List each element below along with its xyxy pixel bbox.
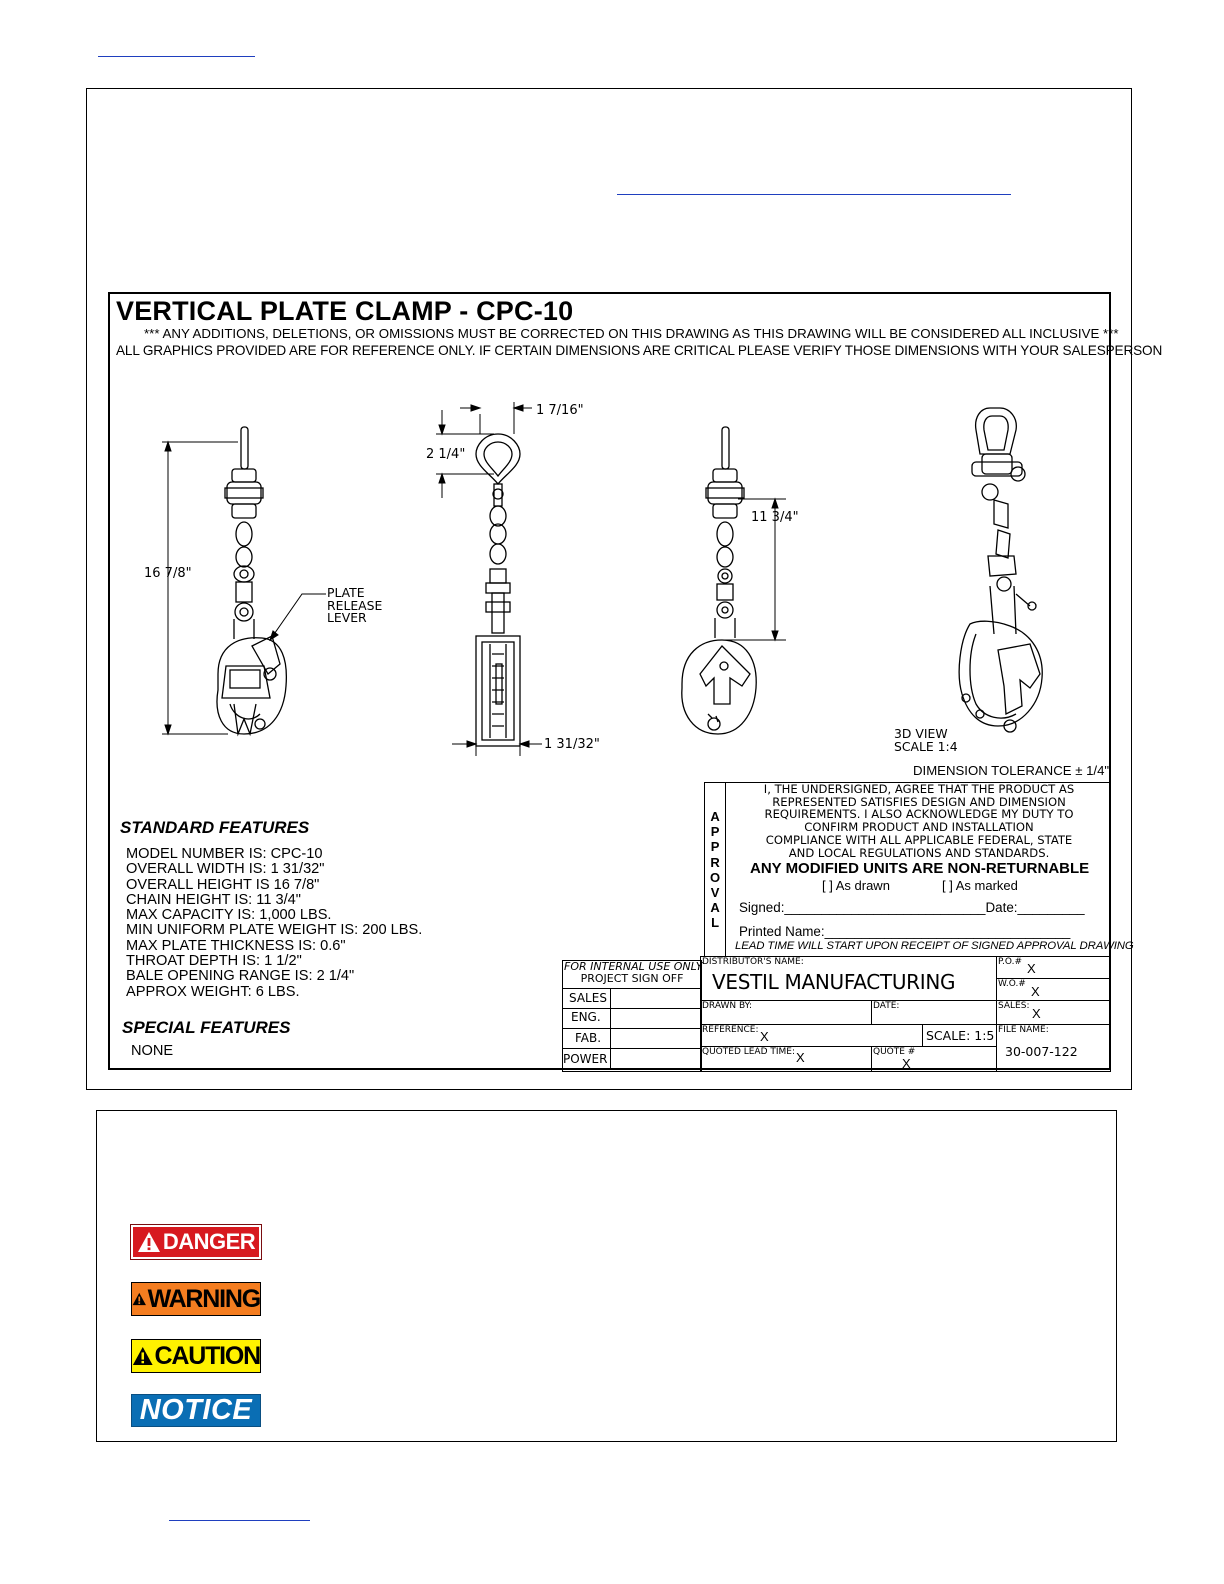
non-returnable-notice: ANY MODIFIED UNITS ARE NON-RETURNABLE (750, 860, 1090, 877)
scale-value: SCALE: 1:5 (926, 1028, 995, 1043)
quote-value: X (902, 1056, 911, 1071)
feature-item: MAX CAPACITY IS: 1,000 LBS. (126, 907, 332, 924)
clamp-views (110, 294, 1110, 764)
dim-overall-height-label: 16 7/8" (144, 566, 192, 581)
warning-triangle-icon (137, 1231, 161, 1253)
date-label: DATE: (873, 1001, 900, 1011)
quoted-lead-label: QUOTED LEAD TIME: (702, 1047, 796, 1057)
warning-triangle-icon (132, 1345, 154, 1367)
feature-item: OVERALL HEIGHT IS 16 7/8" (126, 876, 320, 893)
po-label: P.O.# (998, 957, 1023, 967)
dim-eye-width-label: 1 7/16" (536, 403, 584, 418)
lead-time-note: LEAD TIME WILL START UPON RECEIPT OF SIGNED APPROVAL DRAWING (735, 940, 1134, 952)
signed-line[interactable]: Signed:___________________________Date:_________ (739, 900, 1085, 915)
feature-item: MIN UNIFORM PLATE WEIGHT IS: 200 LBS. (126, 922, 423, 939)
standard-features-list (126, 847, 422, 1000)
printed-name-line[interactable]: Printed Name:_________________________________ (739, 924, 1071, 939)
drawn-by-label: DRAWN BY: (702, 1001, 752, 1011)
signoff-header: FOR INTERNAL USE ONLY PROJECT SIGN OFF (564, 960, 703, 985)
feature-item: MAX PLATE THICKNESS IS: 0.6" (126, 937, 346, 954)
feature-item: THROAT DEPTH IS: 1 1/2" (126, 953, 302, 970)
wo-label: W.O.# (998, 979, 1026, 989)
reference-value: X (760, 1029, 769, 1044)
approval-side-label: A P P R O V A L (710, 809, 721, 931)
drawing-title: VERTICAL PLATE CLAMP - CPC-10 (116, 296, 574, 326)
warning-badge: WARNING (131, 1282, 261, 1316)
danger-badge: DANGER (131, 1225, 261, 1259)
3d-view-label: 3D VIEW SCALE 1:4 (894, 726, 958, 754)
caution-badge: CAUTION (131, 1339, 261, 1373)
3d-view (959, 408, 1042, 732)
signoff-row-label: SALES (569, 991, 607, 1005)
drawing-note-2: ALL GRAPHICS PROVIDED ARE FOR REFERENCE ONLY. IF CERTAIN DIMENSIONS ARE CRITICAL PLEASE VERIFY THOSE DIMENSIONS WITH YOUR SALESPERSON (116, 343, 1163, 358)
safety-frame (96, 1110, 1117, 1442)
dim-eye-height-label: 2 1/4" (426, 447, 466, 462)
bottom-link[interactable] (169, 1520, 310, 1521)
approval-statement: I, THE UNDERSIGNED, AGREE THAT THE PRODUCT AS REPRESENTED SATISFIES DESIGN AND DIMENSION REQUIREMENTS. I ALSO ACKNOWLEDGE MY DUTY TO CONFIRM PRODUCT AND INSTALLATION COMPLIANCE WITH ALL APPLICABLE FEDERAL, STATE AND LOCAL REGULATIONS AND STANDARDS. (763, 782, 1075, 860)
wo-value: X (1031, 984, 1040, 999)
file-name-value: 30-007-122 (1005, 1044, 1078, 1059)
signoff-row-label: FAB. (575, 1031, 602, 1045)
distributor-name: VESTIL MANUFACTURING (712, 970, 956, 994)
standard-features-heading: STANDARD FEATURES (120, 818, 310, 837)
dim-chain-height-label: 11 3/4" (751, 510, 799, 525)
special-features-value: NONE (131, 1043, 174, 1059)
quoted-lead-value: X (796, 1050, 805, 1065)
warning-triangle-icon (132, 1288, 147, 1310)
feature-item: CHAIN HEIGHT IS: 11 3/4" (126, 891, 301, 908)
feature-item: MODEL NUMBER IS: CPC-10 (126, 846, 323, 862)
file-name-label: FILE NAME: (998, 1025, 1049, 1035)
dimension-tolerance: DIMENSION TOLERANCE ± 1/4" (913, 763, 1110, 778)
po-value: X (1027, 961, 1036, 976)
signoff-row-label: ENG. (571, 1010, 601, 1024)
quote-label: QUOTE # (873, 1047, 916, 1057)
front-view (217, 427, 286, 734)
feature-item: APPROX WEIGHT: 6 LBS. (126, 983, 300, 1000)
signoff-row-label: POWER (563, 1052, 608, 1066)
reference-label: REFERENCE: (702, 1025, 759, 1035)
feature-item: OVERALL WIDTH IS: 1 31/32" (126, 861, 325, 878)
sales-value: X (1032, 1006, 1041, 1021)
feature-item: BALE OPENING RANGE IS: 2 1/4" (126, 968, 355, 985)
back-view (682, 427, 756, 734)
callout-plate-release-lever: PLATE RELEASE LEVER (327, 585, 383, 626)
drawing-sheet (108, 292, 1163, 1071)
document-link[interactable] (617, 194, 1011, 195)
notice-badge: NOTICE (131, 1394, 261, 1427)
distributor-label: DISTRIBUTOR'S NAME: (702, 957, 804, 967)
drawing-note-1: *** ANY ADDITIONS, DELETIONS, OR OMISSIONS MUST BE CORRECTED ON THIS DRAWING AS THIS DRAWING WILL BE CONSIDERED ALL INCLUSIVE *** (144, 326, 1119, 341)
as-drawn-checkbox[interactable]: [ ] As drawn (822, 878, 890, 893)
top-link[interactable] (98, 56, 255, 57)
special-features-heading: SPECIAL FEATURES (122, 1018, 291, 1037)
side-view (476, 434, 520, 746)
sales-label: SALES: (998, 1001, 1030, 1011)
dim-width-label: 1 31/32" (544, 737, 600, 752)
as-marked-checkbox[interactable]: [ ] As marked (942, 878, 1018, 893)
